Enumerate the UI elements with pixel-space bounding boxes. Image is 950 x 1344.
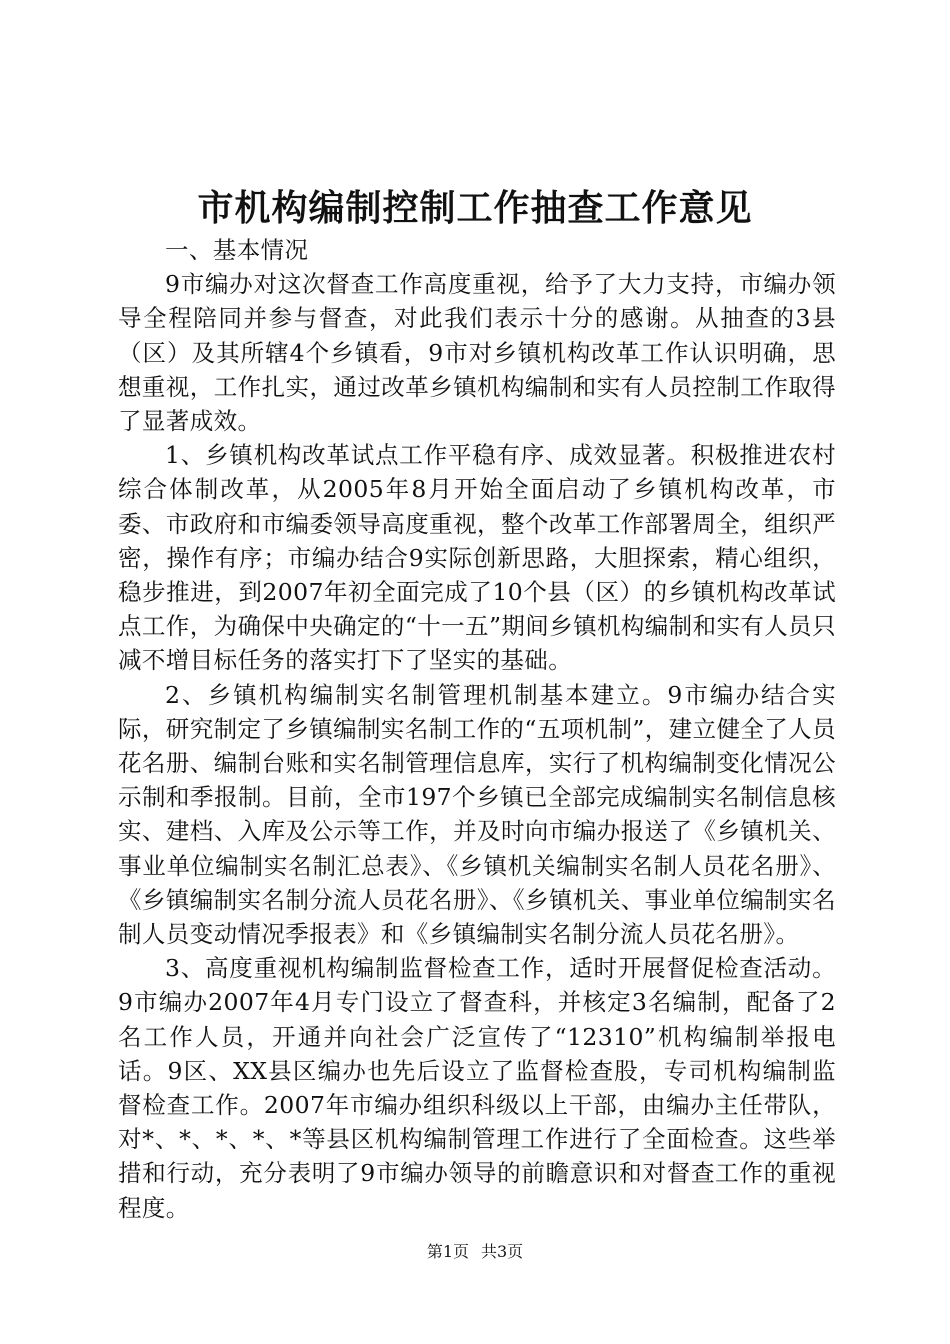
document-body — [118, 233, 836, 1225]
paragraph-intro: 9市编办对这次督查工作高度重视，给予了大力支持，市编办领导全程陪同并参与督查，对此我们表示十分的感谢。从抽查的3县（区）及其所辖4个乡镇看，9市对乡镇机构改革工作认识明确，思想重视，工作扎实，通过改革乡镇机构编制和实有人员控制工作取得了显著成效。 — [118, 270, 836, 436]
document-title: 市机构编制控制工作抽查工作意见 — [197, 187, 753, 229]
paragraph-item-2: 2、乡镇机构编制实名制管理机制基本建立。9市编办结合实际，研究制定了乡镇编制实名制工作的“五项机制”，建立健全了人员花名册、编制台账和实名制管理信息库，实行了机构编制变化情况公示制和季报制。目前，全市197个乡镇已全部完成编制实名制信息核实、建档、入库及公示等工作，并及时向市编办报送了《乡镇机关、事业单位编制实名制汇总表》、《乡镇机关编制实名制人员花名册》、《乡镇编制实名制分流人员花名册》、《乡镇机关、事业单位编制实名制人员变动情况季报表》和《乡镇编制实名制分流人员花名册》。 — [118, 680, 836, 949]
page-total: 共3页 — [481, 1242, 524, 1261]
page-footer — [0, 1240, 950, 1264]
page-number: 第1页 — [426, 1242, 469, 1261]
section-heading: 一、基本情况 — [165, 236, 309, 264]
paragraph-item-3: 3、高度重视机构编制监督检查工作，适时开展督促检查活动。9市编办2007年4月专门设立了督查科，并核定3名编制，配备了2名工作人员，开通并向社会广泛宣传了“12310”机构编制举报电话。9区、XX县区编办也先后设立了监督检查股，专司机构编制监督检查工作。2007年市编办组织科级以上干部，由编办主任带队，对*、*、*、*、*等县区机构编制管理工作进行了全面检查。这些举措和行动，充分表明了9市编办领导的前瞻意识和对督查工作的重视程度。 — [118, 954, 836, 1222]
paragraph-item-1: 1、乡镇机构改革试点工作平稳有序、成效显著。积极推进农村综合体制改革，从2005年8月开始全面启动了乡镇机构改革，市委、市政府和市编委领导高度重视，整个改革工作部署周全，组织严密，操作有序；市编办结合9实际创新思路，大胆探索，精心组织，稳步推进，到2007年初全面完成了10个县（区）的乡镇机构改革试点工作，为确保中央确定的“十一五”期间乡镇机构编制和实有人员只减不增目标任务的落实打下了坚实的基础。 — [118, 441, 836, 675]
